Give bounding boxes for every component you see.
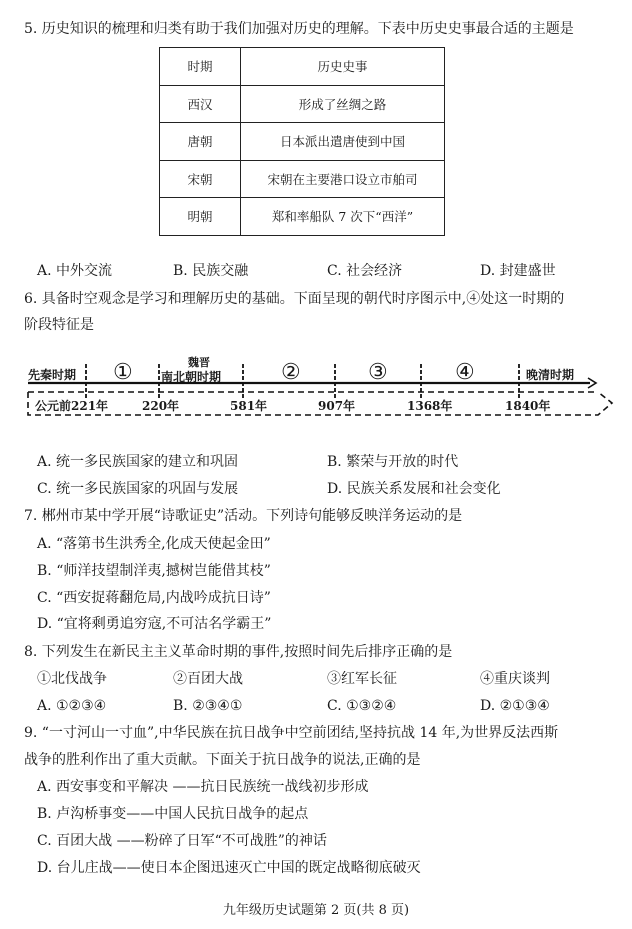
- timeline-label-nanbeichao: 南北朝时期: [161, 370, 222, 384]
- timeline-year: 907年: [318, 399, 356, 413]
- q7-option-b[interactable]: B. “师洋技望制洋夷,撼树岂能借其枝”: [37, 563, 271, 579]
- timeline-label-late-qing: 晚清时期: [526, 368, 575, 382]
- timeline-year: 公元前221年: [35, 399, 109, 413]
- q5-option-c[interactable]: C. 社会经济: [327, 263, 403, 279]
- q8-event-1: ①北伐战争: [37, 671, 107, 687]
- timeline-year: 581年: [230, 399, 268, 413]
- q8-option-c[interactable]: C. ①③②④: [327, 698, 397, 714]
- timeline-slot-4: ④: [455, 360, 475, 385]
- page-footer: 九年级历史试题第 2 页(共 8 页): [222, 903, 410, 918]
- timeline-label-wei-jin: 魏晋: [188, 356, 210, 369]
- q6-option-a[interactable]: A. 统一多民族国家的建立和巩固: [37, 454, 239, 470]
- q7-option-a[interactable]: A. “落第书生洪秀全,化成天使起金田”: [37, 536, 271, 552]
- q6-stem-line1: 6. 具备时空观念是学习和理解历史的基础。下面呈现的朝代时序图示中,④处这一时期的: [24, 291, 565, 307]
- table-header-cell: 时期: [160, 48, 241, 86]
- table-header-row: [160, 48, 445, 86]
- q6-option-c[interactable]: C. 统一多民族国家的巩固与发展: [37, 481, 239, 497]
- timeline-slot-2: ②: [281, 360, 301, 385]
- table-cell-period: 明朝: [160, 198, 241, 236]
- q9-option-c[interactable]: C. 百团大战 ——粉碎了日军“不可战胜”的神话: [37, 833, 327, 849]
- table-row: [160, 123, 445, 161]
- q7-option-c[interactable]: C. “西安捉蒋翻危局,内战吟成抗日诗”: [37, 590, 271, 606]
- q8-event-2: ②百团大战: [173, 671, 243, 687]
- table-row: [160, 85, 445, 123]
- q8-option-a[interactable]: A. ①②③④: [37, 698, 107, 714]
- timeline-year: 1368年: [407, 399, 453, 413]
- q9-option-b[interactable]: B. 卢沟桥事变——中国人民抗日战争的起点: [37, 806, 309, 822]
- table-cell-period: 西汉: [160, 85, 241, 123]
- q8-option-d[interactable]: D. ②①③④: [480, 698, 550, 714]
- q8-stem: 8. 下列发生在新民主主义革命时期的事件,按照时间先后排序正确的是: [24, 644, 453, 660]
- timeline-graphic: [0, 352, 632, 430]
- q9-stem-line1: 9. “一寸河山一寸血”,中华民族在抗日战争中空前团结,坚持抗战 14 年,为世界反法西斯: [24, 725, 559, 741]
- q8-event-4: ④重庆谈判: [480, 671, 550, 687]
- q5-option-d[interactable]: D. 封建盛世: [480, 263, 556, 279]
- table-cell-event: 宋朝在主要港口设立市舶司: [241, 160, 445, 198]
- table-cell-event: 日本派出遣唐使到中国: [241, 123, 445, 161]
- q5-option-a[interactable]: A. 中外交流: [37, 263, 113, 279]
- q5-option-b[interactable]: B. 民族交融: [173, 263, 249, 279]
- q6-timeline-diagram: [0, 352, 632, 430]
- table-row: [160, 198, 445, 236]
- timeline-slot-3: ③: [368, 360, 388, 385]
- table-cell-event: 郑和率船队 7 次下“西洋”: [241, 198, 445, 236]
- q7-option-d[interactable]: D. “宜将剩勇追穷寇,不可沽名学霸王”: [37, 616, 272, 632]
- q5-history-table: [159, 47, 445, 236]
- q5-stem: 5. 历史知识的梳理和归类有助于我们加强对历史的理解。下表中历史史事最合适的主题是: [24, 21, 574, 37]
- timeline-year: 1840年: [505, 399, 551, 413]
- table-header-cell: 历史史事: [241, 48, 445, 86]
- q6-option-b[interactable]: B. 繁荣与开放的时代: [327, 454, 459, 470]
- q9-option-d[interactable]: D. 台儿庄战——使日本企图迅速灭亡中国的既定战略彻底破灭: [37, 860, 421, 876]
- timeline-slot-1: ①: [113, 360, 133, 385]
- q8-event-3: ③红军长征: [327, 671, 397, 687]
- q7-stem: 7. 郴州市某中学开展“诗歌证史”活动。下列诗句能够反映洋务运动的是: [24, 508, 463, 524]
- q9-option-a[interactable]: A. 西安事变和平解决 ——抗日民族统一战线初步形成: [37, 779, 369, 795]
- q9-stem-line2: 战争的胜利作出了重大贡献。下面关于抗日战争的说法,正确的是: [24, 752, 421, 768]
- table-cell-period: 宋朝: [160, 160, 241, 198]
- timeline-label-pre-qin: 先秦时期: [28, 368, 77, 382]
- table-cell-period: 唐朝: [160, 123, 241, 161]
- q6-option-d[interactable]: D. 民族关系发展和社会变化: [327, 481, 501, 497]
- q8-option-b[interactable]: B. ②③④①: [173, 698, 243, 714]
- timeline-year: 220年: [142, 399, 180, 413]
- table-row: [160, 160, 445, 198]
- q6-stem-line2: 阶段特征是: [24, 317, 94, 333]
- table-cell-event: 形成了丝绸之路: [241, 85, 445, 123]
